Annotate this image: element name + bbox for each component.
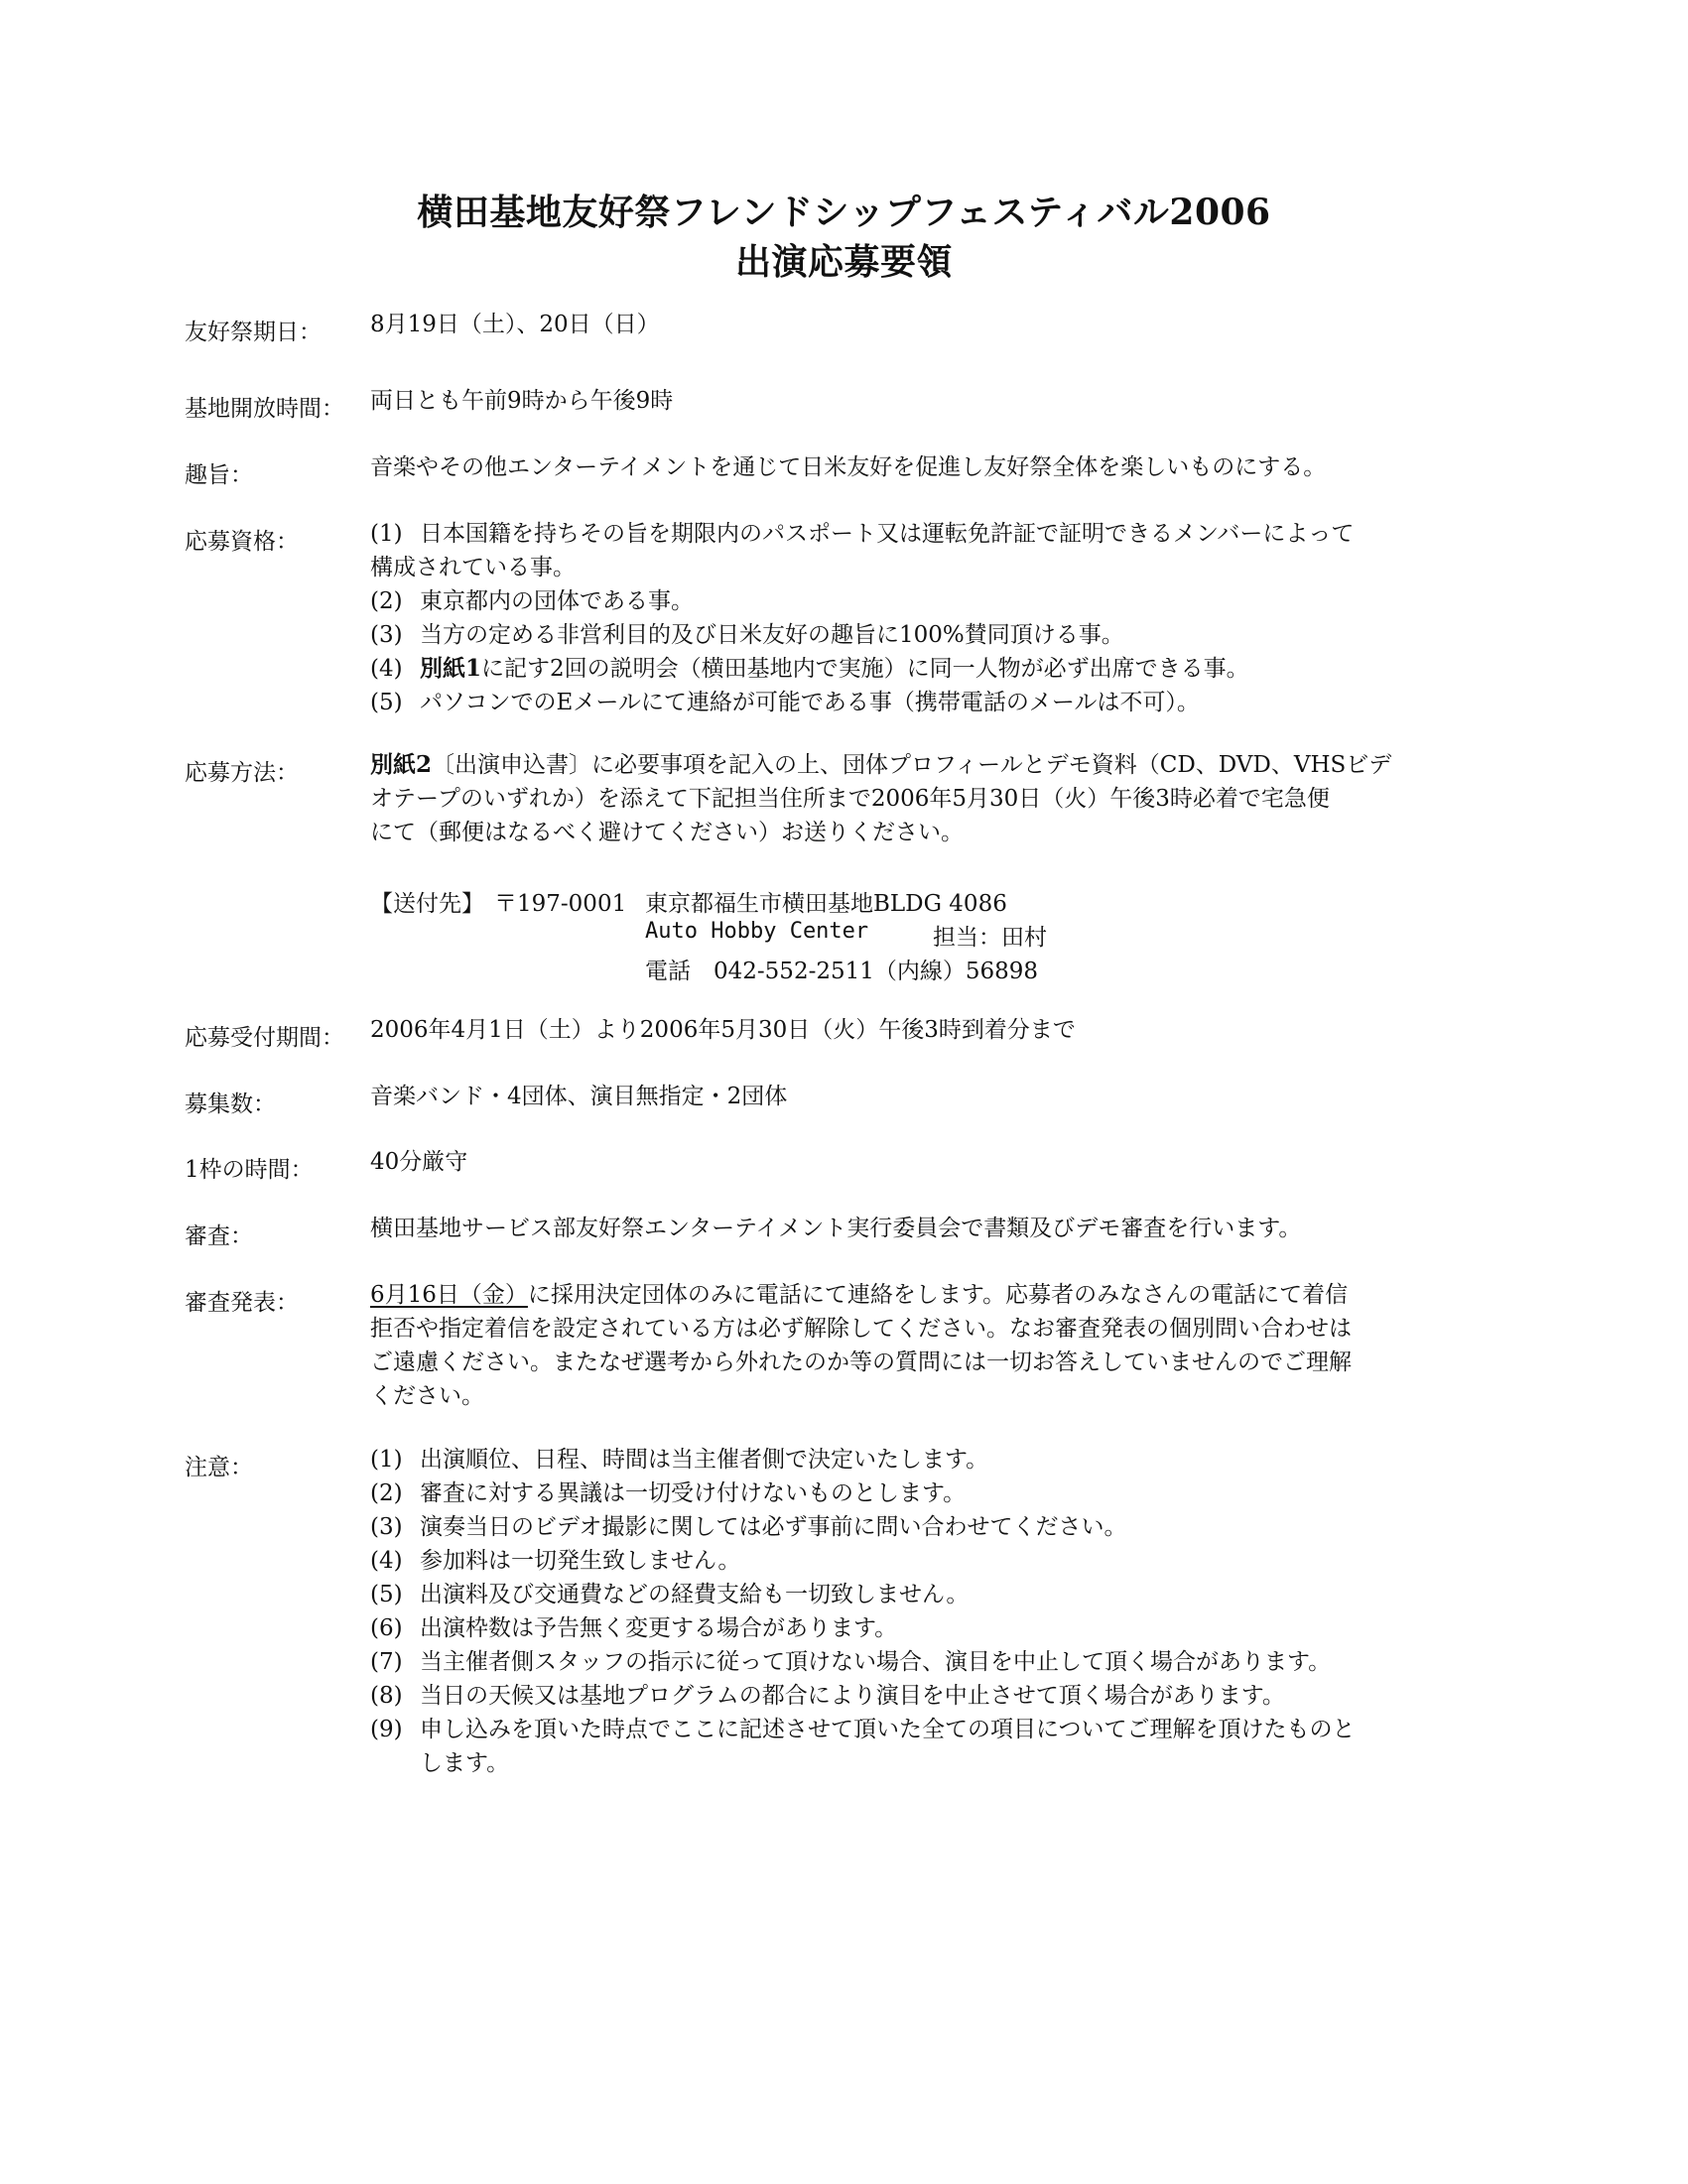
announce-label: 審査発表： <box>185 1290 299 1316</box>
dates-value: 8月19日（土）、20日（日） <box>370 312 660 337</box>
postal-code: 〒197-0001 <box>494 891 627 917</box>
purpose-label: 趣旨： <box>185 462 253 488</box>
period-value: 2006年4月1日（土）より2006年5月30日（火）午後3時到着分まで <box>370 1017 1076 1043</box>
review-label: 審査： <box>185 1223 253 1249</box>
dates-label: 友好祭期日： <box>185 320 322 345</box>
eligibility-label: 応募資格： <box>185 529 299 555</box>
list-item: (9) 申し込みを頂いた時点でここに記述させて頂いた全ての項目についてご理解を頂けたものと <box>370 1717 1356 1742</box>
contact-person: 担当：田村 <box>933 925 1047 951</box>
list-item: (8) 当日の天候又は基地プログラムの都合により演目を中止させて頂く場合があります。 <box>370 1683 1285 1709</box>
period-label: 応募受付期間： <box>185 1025 344 1051</box>
hours-label: 基地開放時間： <box>185 396 344 422</box>
hours-value: 両日とも午前9時から午後9時 <box>370 388 674 414</box>
list-item: (3) 演奏当日のビデオ撮影に関しては必ず事前に問い合わせてください。 <box>370 1514 1127 1540</box>
slot-label: 1枠の時間： <box>185 1157 314 1183</box>
list-item: (5) 出演料及び交通費などの経費支給も一切致しません。 <box>370 1582 970 1607</box>
document-title: 横田基地友好祭フレンドシップフェスティバル2006 <box>417 192 1271 233</box>
list-item: (1) 日本国籍を持ちその旨を期限内のパスポート又は運転免許証で証明できるメンバーによって <box>370 521 1355 547</box>
phone-number: 電話 042-552-2511（内線）56898 <box>645 959 1039 984</box>
eligibility-list: (1) 日本国籍を持ちその旨を期限内のパスポート又は運転免許証で証明できるメンバーによって 構成されている事。 (2) 東京都内の団体である事。 (3) 当方の定める非営利目的及び日米友好の趣旨に100%賛同頂ける事。 (4) 別紙1 に記す2回の説明会（横田基地内で実施）に同一人物が必ず出席できる事。 (5) パソコンでのEメールにて連絡が可能である事（携帯電話のメールは不可）。 <box>370 517 1496 719</box>
attachment-1-ref: 別紙1 <box>420 655 482 682</box>
street-address: 東京都福生市横田基地BLDG 4086 <box>645 891 1007 917</box>
notes-list: (1) 出演順位、日程、時間は当主催者側で決定いたします。 (2) 審査に対する異議は一切受け付けないものとします。 (3) 演奏当日のビデオ撮影に関しては必ず事前に問い合わせてください。 (4) 参加料は一切発生致しません。 (5) 出演料及び交通費などの経費支給も一切致しません。 (6) 出演枠数は予告無く変更する場合があります。 (7) 当主催者側スタッフの指示に従って頂けない場合、演目を中止して頂く場合があります。 (8) 当日の天候又は基地プログラムの都合により演目を中止させて頂く場合があります。 (9) 申し込みを頂いた時点でここに記述させて頂いた全ての項目についてご理解を頂けたものと します。 <box>370 1443 1496 1780</box>
document-subtitle: 出演応募要領 <box>734 241 953 283</box>
address-label: 【送付先】 <box>370 891 484 917</box>
list-item: (5) パソコンでのEメールにて連絡が可能である事（携帯電話のメールは不可）。 <box>370 690 1200 715</box>
list-item: (1) 出演順位、日程、時間は当主催者側で決定いたします。 <box>370 1447 989 1473</box>
list-item: (4) 参加料は一切発生致しません。 <box>370 1548 741 1574</box>
announce-date: 6月16日（金） <box>370 1282 528 1308</box>
recruit-value: 音楽バンド・4団体、演目無指定・2団体 <box>370 1084 788 1109</box>
recruit-label: 募集数： <box>185 1092 276 1117</box>
list-item: (3) 当方の定める非営利目的及び日米友好の趣旨に100%賛同頂ける事。 <box>370 622 1124 648</box>
slot-value: 40分厳守 <box>370 1149 468 1175</box>
list-item: (7) 当主催者側スタッフの指示に従って頂けない場合、演目を中止して頂く場合があります。 <box>370 1649 1332 1675</box>
method-text: 別紙2〔出演申込書〕に必要事項を記入の上、団体プロフィールとデモ資料（CD、DVD、VHSビデ オテープのいずれか）を添えて下記担当住所まで2006年5月30日（火）午後3時必着で宅急便 にて（郵便はなるべく避けてください）お送りください。 <box>370 751 1392 845</box>
notes-label: 注意： <box>185 1455 253 1480</box>
announce-text: 6月16日（金）に採用決定団体のみに電話にて連絡をします。応募者のみなさんの電話にて着信 拒否や指定着信を設定されている方は必ず解除してください。なお審査発表の個別問い合わせは ご遠慮ください。またなぜ選考から外れたのか等の質問には一切お答えしていませんのでご理解 ください。 <box>370 1282 1352 1409</box>
list-item: (2) 東京都内の団体である事。 <box>370 588 694 614</box>
purpose-value: 音楽やその他エンターテイメントを通じて日米友好を促進し友好祭全体を楽しいものにする。 <box>370 454 1327 480</box>
list-item: (6) 出演枠数は予告無く変更する場合があります。 <box>370 1615 898 1641</box>
list-item: (4) 別紙1 に記す2回の説明会（横田基地内で実施）に同一人物が必ず出席できる事。 <box>370 652 1496 686</box>
review-value: 横田基地サービス部友好祭エンターテイメント実行委員会で書類及びデモ審査を行います。 <box>370 1216 1302 1241</box>
method-label: 応募方法： <box>185 760 299 786</box>
attachment-2-ref: 別紙2 <box>370 751 433 778</box>
facility-name: Auto Hobby Center <box>645 919 869 944</box>
list-item: (2) 審査に対する異議は一切受け付けないものとします。 <box>370 1480 967 1506</box>
